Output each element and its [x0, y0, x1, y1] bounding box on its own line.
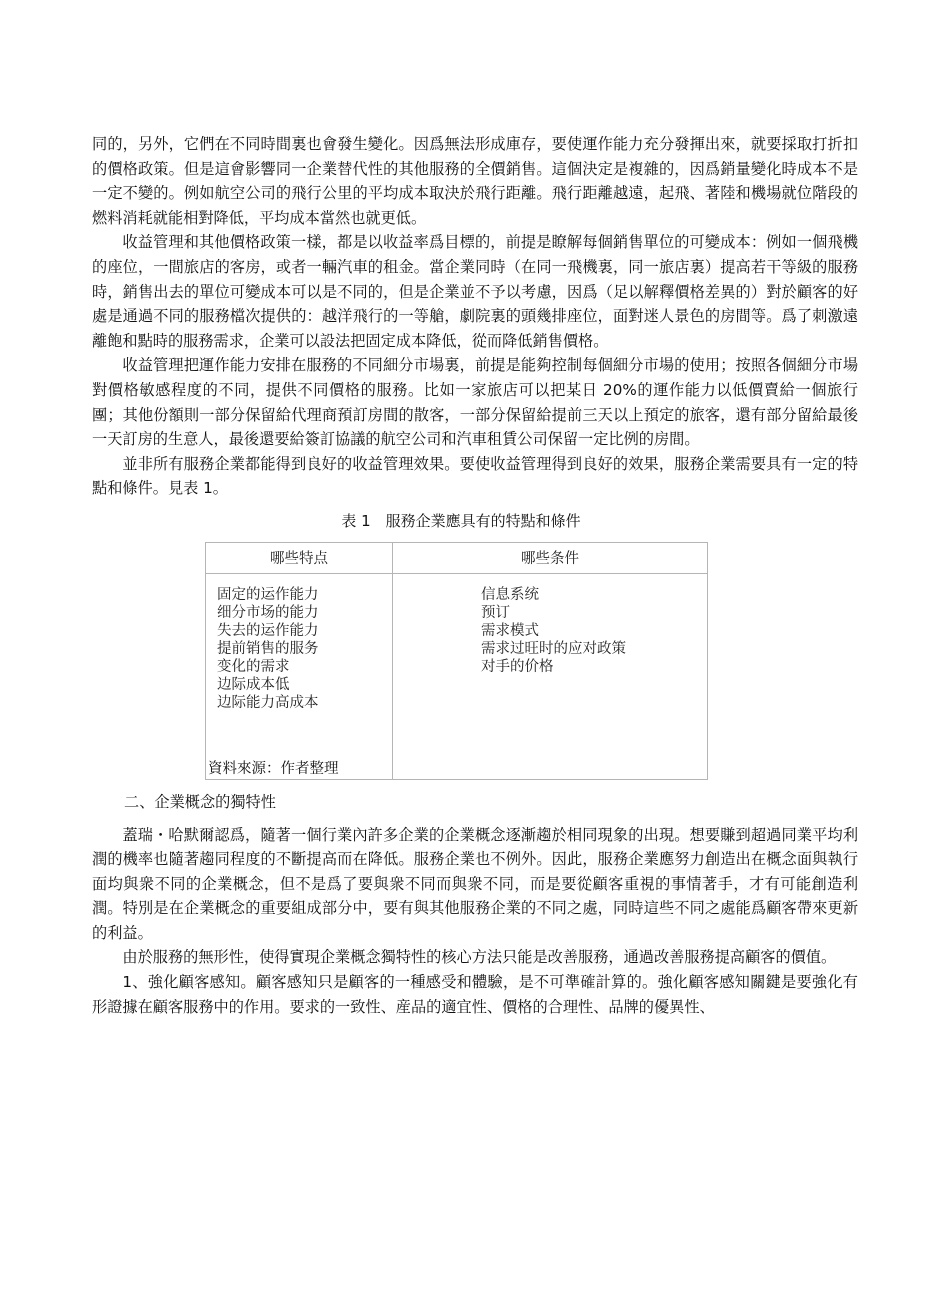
list-item: 对手的价格	[481, 658, 554, 675]
list-item: 需求过旺时的应对政策	[481, 640, 626, 657]
list-item: 提前销售的服务	[217, 640, 319, 657]
paragraph-6: 由於服務的無形性，使得實現企業概念獨特性的核心方法只能是改善服務，通過改善服務提高顧客的價值。	[122, 948, 837, 967]
list-item: 需求模式	[481, 622, 539, 639]
conditions-cell	[393, 573, 708, 779]
paragraph-5: 蓋瑞・哈默爾認爲，隨著一個行業內許多企業的企業概念逐漸趨於相同現象的出現。想要賺到超過同業平均利潤的機率也隨著趨同程度的不斷提高而在降低。服務企業也不例外。因此，服務企業應努力創造出在概念面與執行面均與衆不同的企業概念，但不是爲了要與衆不同而與衆不同，而是要從顧客重視的事情著手，才有可能創造利潤。特別是在企業概念的重要組成部分中，要有與其他服務企業的不同之處，同時這些不同之處能爲顧客帶來更新的利益。	[92, 825, 858, 942]
table-source-note: 資料來源：作者整理	[208, 760, 339, 777]
table-caption: 表 1 服務企業應具有的特點和條件	[341, 511, 581, 530]
list-item: 变化的需求	[217, 658, 290, 675]
paragraph-2: 收益管理和其他價格政策一樣，都是以收益率爲目標的，前提是瞭解每個銷售單位的可變成本：例如一個飛機的座位，一間旅店的客房，或者一輛汽車的租金。當企業同時（在同一飛機裏，同一旅店裏）提高若干等級的服務時，銷售出去的單位可變成本可以是不同的，但是企業並不予以考慮，因爲（足以解釋價格差異的）對於顧客的好處是通過不同的服務檔次提供的：越洋飛行的一等艙，劇院裏的頭幾排座位，面對迷人景色的房間等。爲了刺激遠離飽和點時的服務需求，企業可以設法把固定成本降低，從而降低銷售價格。	[92, 233, 858, 350]
list-item: 信息系统	[481, 586, 539, 603]
list-item: 失去的运作能力	[217, 622, 319, 639]
paragraph-4: 並非所有服務企業都能得到良好的收益管理效果。要使收益管理得到良好的效果，服務企業需要具有一定的特點和條件。見表 1。	[92, 454, 858, 498]
features-list	[206, 574, 392, 712]
conditions-list	[393, 574, 707, 676]
paragraph-3: 收益管理把運作能力安排在服務的不同細分市場裏，前提是能夠控制每個細分市場的使用；按照各個細分市場對價格敏感程度的不同，提供不同價格的服務。比如一家旅店可以把某日 20%的運作能力以低價賣給一個旅行團；其他份額則一部分保留給代理商預訂房間的散客，一部分保留給提前三天以上預定的旅客，還有部分留給最後一天訂房的生意人，最後還要給簽訂協議的航空公司和汽車租賃公司保留一定比例的房間。	[92, 356, 858, 449]
features-conditions-table	[205, 542, 708, 780]
list-item: 固定的运作能力	[217, 586, 319, 603]
table-header-features: 哪些特点	[206, 542, 393, 573]
list-item: 预订	[481, 604, 510, 621]
list-item: 边际成本低	[217, 676, 290, 693]
list-item: 细分市场的能力	[217, 604, 319, 621]
list-item: 边际能力高成本	[217, 694, 319, 711]
table-header-conditions: 哪些条件	[393, 542, 708, 573]
section-heading: 二、企業概念的獨特性	[124, 792, 276, 811]
features-cell	[206, 573, 393, 779]
paragraph-7: 1、強化顧客感知。顧客感知只是顧客的一種感受和體驗，是不可準確計算的。強化顧客感知關鍵是要強化有形證據在顧客服務中的作用。要求的一致性、産品的適宜性、價格的合理性、品牌的優異性、	[92, 973, 858, 1016]
paragraph-1: 同的，另外，它們在不同時間裏也會發生變化。因爲無法形成庫存，要使運作能力充分發揮出來，就要採取打折扣的價格政策。但是這會影響同一企業替代性的其他服務的全價銷售。這個決定是複雜的，因爲銷量變化時成本不是一定不變的。例如航空公司的飛行公里的平均成本取決於飛行距離。飛行距離越遠，起飛、著陸和機場就位階段的燃料消耗就能相對降低，平均成本當然也就更低。	[92, 135, 858, 227]
document-page	[92, 132, 858, 1019]
